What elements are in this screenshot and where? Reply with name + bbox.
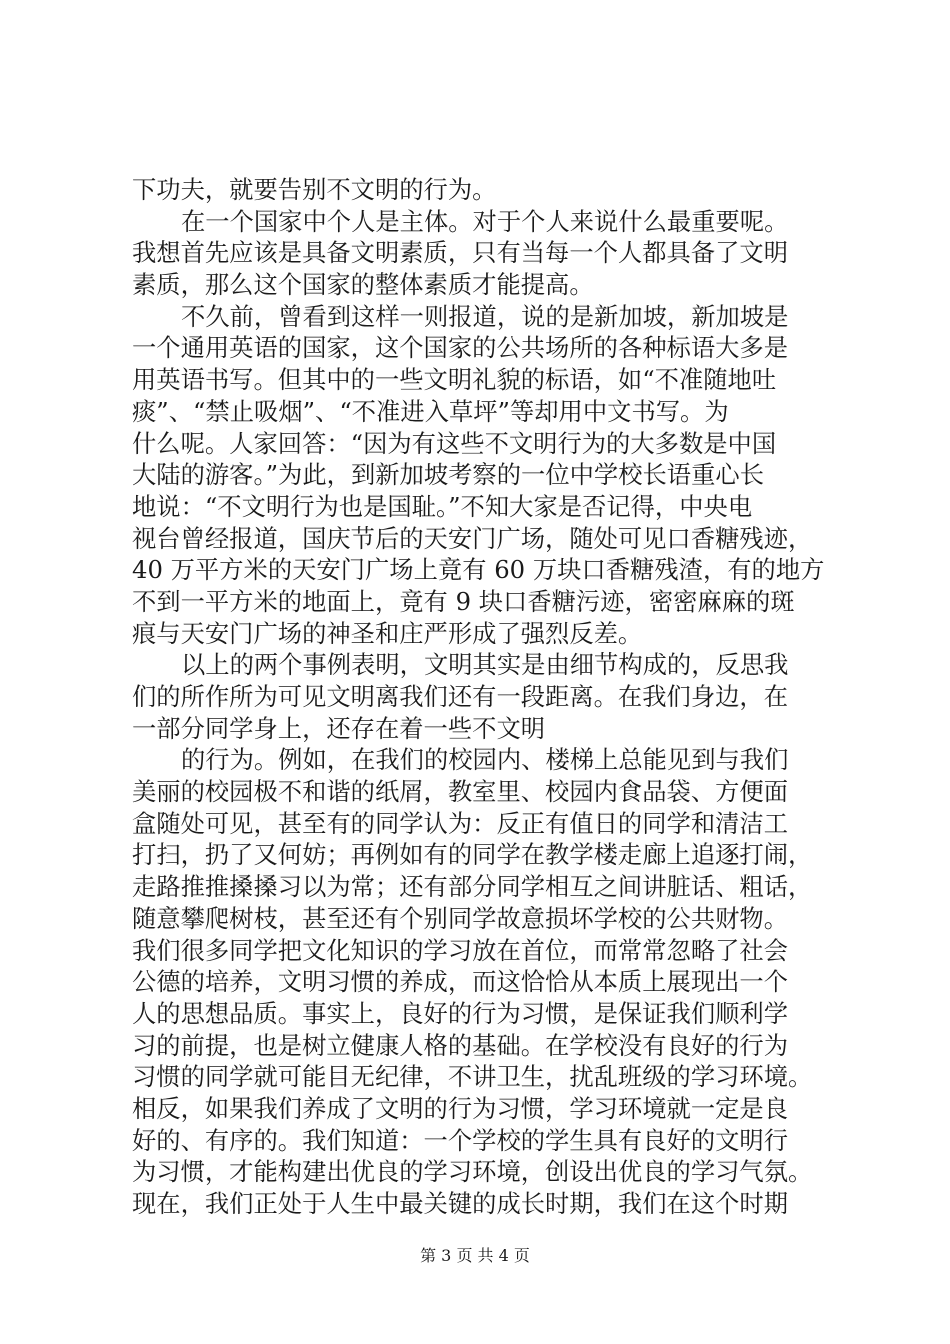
text-line: 打扫，扔了又何妨；再例如有的同学在教学楼走廊上追逐打闹，: [132, 840, 813, 870]
paragraph-first-line: 的行为。例如，在我们的校园内、楼梯上总能见到与我们: [181, 745, 789, 775]
text-line: 我们很多同学把文化知识的学习放在首位，而常常忽略了社会: [132, 935, 789, 965]
text-line: 相反，如果我们养成了文明的行为习惯，学习环境就一定是良: [132, 1093, 789, 1123]
text-line: 习惯的同学就可能目无纪律，不讲卫生，扰乱班级的学习环境。: [132, 1062, 813, 1092]
text-line: 地说：“不文明行为也是国耻。”不知大家是否记得，中央电: [132, 491, 753, 521]
text-line: 习的前提，也是树立健康人格的基础。在学校没有良好的行为: [132, 1030, 789, 1060]
text-line: 盒随处可见，甚至有的同学认为：反正有值日的同学和清洁工: [132, 808, 789, 838]
text-line: 们的所作所为可见文明离我们还有一段距离。在我们身边，在: [132, 682, 789, 711]
text-line: 走路推推搡搡习以为常；还有部分同学相互之间讲脏话、粗话，: [132, 872, 813, 902]
text-line: 公德的培养，文明习惯的养成，而这恰恰从本质上展现出一个: [132, 967, 789, 997]
text-line: 视台曾经报道，国庆节后的天安门广场，随处可见口香糖残迹，: [132, 523, 813, 553]
text-line: 不到一平方米的地面上，竟有 9 块口香糖污迹，密密麻麻的斑: [132, 586, 795, 616]
text-line: 现在，我们正处于人生中最关键的成长时期，我们在这个时期: [132, 1189, 789, 1218]
text-line: 40 万平方米的天安门广场上竟有 60 万块口香糖残渣，有的地方: [132, 555, 825, 585]
text-line: 大陆的游客。”为此，到新加坡考察的一位中学校长语重心长: [132, 460, 764, 490]
text-line: 痰”、“禁止吸烟”、“不准进入草坪”等却用中文书写。为: [132, 396, 729, 426]
paragraph-first-line: 以上的两个事例表明，文明其实是由细节构成的，反思我: [181, 650, 789, 680]
text-line: 人的思想品质。事实上，良好的行为习惯，是保证我们顺利学: [132, 998, 789, 1028]
text-line: 下功夫，就要告别不文明的行为。: [132, 175, 497, 204]
text-line: 痕与天安门广场的神圣和庄严形成了强烈反差。: [132, 618, 643, 648]
text-line: 一部分同学身上，还存在着一些不文明: [132, 713, 546, 743]
paragraph-first-line: 在一个国家中个人是主体。对于个人来说什么最重要呢。: [181, 206, 789, 236]
text-line: 什么呢。人家回答：“因为有这些不文明行为的大多数是中国: [132, 428, 777, 458]
text-line: 美丽的校园极不和谐的纸屑，教室里、校园内食品袋、方便面: [132, 777, 789, 807]
text-line: 好的、有序的。我们知道：一个学校的学生具有良好的文明行: [132, 1125, 789, 1155]
text-line: 为习惯，才能构建出优良的学习环境，创设出优良的学习气氛。: [132, 1157, 813, 1187]
text-line: 随意攀爬树枝，甚至还有个别同学故意损坏学校的公共财物。: [132, 903, 789, 933]
text-line: 我想首先应该是具备文明素质，只有当每一个人都具备了文明: [132, 238, 789, 268]
text-line: 一个通用英语的国家，这个国家的公共场所的各种标语大多是: [132, 333, 789, 363]
body-text: [132, 174, 832, 1220]
text-line: 素质，那么这个国家的整体素质才能提高。: [132, 270, 594, 300]
text-line: 用英语书写。但其中的一些文明礼貌的标语，如“不准随地吐: [132, 365, 777, 395]
paragraph-first-line: 不久前，曾看到这样一则报道，说的是新加坡，新加坡是: [181, 301, 789, 331]
page-number-footer: 第 3 页 共 4 页: [420, 1246, 530, 1265]
